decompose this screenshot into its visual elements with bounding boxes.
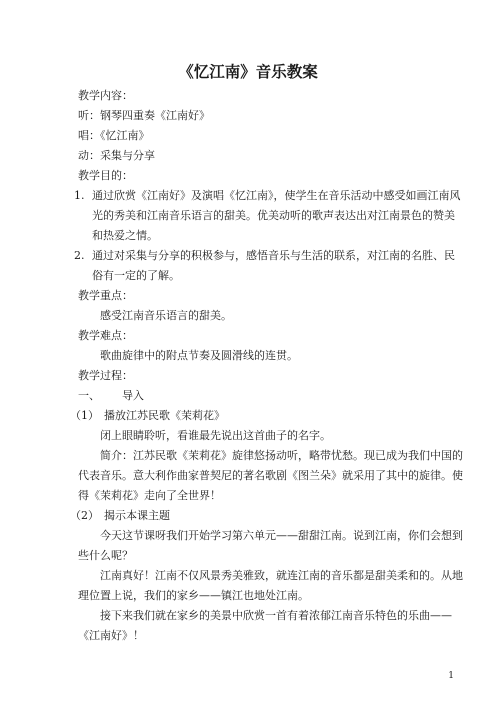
goal-1-number: 1. — [74, 189, 85, 202]
paragraph-line: 接下来我们就在家乡的美景中欣赏一首有着浓郁江南音乐特色的乐曲—— — [100, 609, 452, 622]
section-1-label: 导入 — [122, 389, 144, 402]
paragraph-line: 今天这节课呀我们开始学习第六单元——甜甜江南。说到江南，你们会想到 — [100, 529, 463, 542]
page-title: 《忆江南》音乐教案 — [178, 63, 318, 81]
paragraph-line: 些什么呢？ — [78, 549, 133, 562]
content-move: 动：采集与分享 — [78, 149, 155, 162]
heading-process: 教学过程： — [78, 369, 133, 382]
content-listen: 听：钢琴四重奏《江南好》 — [78, 109, 210, 122]
step-1-label: 播放江苏民歌《茉莉花》 — [104, 409, 225, 422]
page-number: 1 — [448, 671, 454, 681]
step-1-number: （1） — [70, 409, 99, 422]
paragraph-line: 《江南好》！ — [78, 629, 144, 642]
goal-1-line: 通过欣赏《江南好》及演唱《忆江南》，使学生在音乐活动中感受如画江南风 — [92, 189, 461, 202]
content-sing: 唱：《忆江南》 — [78, 129, 150, 142]
difficulty-text: 歌曲旋律中的附点节奏及圆滑线的连贯。 — [100, 349, 298, 362]
paragraph-line: 得《茉莉花》走向了全世界！ — [78, 489, 221, 502]
heading-difficulties: 教学难点： — [78, 329, 133, 342]
step-2-label: 揭示本课主题 — [104, 509, 170, 522]
goal-1-line: 和热爱之情。 — [92, 229, 158, 242]
goal-2-line: 通过对采集与分享的积极参与，感悟音乐与生活的联系，对江南的名胜、民 — [92, 249, 455, 262]
paragraph-line: 简介：江苏民歌《茉莉花》旋律悠扬动听，略带忧愁。现已成为我们中国的 — [100, 449, 463, 462]
step-2-number: （2） — [70, 509, 99, 522]
heading-content: 教学内容： — [78, 89, 133, 102]
key-point-text: 感受江南音乐语言的甜美。 — [100, 309, 232, 322]
paragraph-line: 江南真好！江南不仅风景秀美雅致，就连江南的音乐都是甜美柔和的。从地 — [100, 569, 463, 582]
paragraph-line: 理位置上说，我们的家乡——镇江也地处江南。 — [78, 589, 309, 602]
goal-1-line: 光的秀美和江南音乐语言的甜美。优美动听的歌声表达出对江南景色的赞美 — [92, 209, 455, 222]
goal-2-number: 2. — [74, 249, 85, 262]
paragraph-line: 代表音乐。意大利作曲家普契尼的著名歌剧《图兰朵》就采用了其中的旋律。使 — [78, 469, 463, 482]
paragraph-line: 闭上眼睛聆听，看谁最先说出这首曲子的名字。 — [100, 429, 331, 442]
heading-objectives: 教学目的： — [78, 169, 133, 182]
goal-2-line: 俗有一定的了解。 — [92, 269, 180, 282]
heading-key-points: 教学重点： — [78, 289, 133, 302]
section-1-number: 一、 — [78, 389, 100, 402]
